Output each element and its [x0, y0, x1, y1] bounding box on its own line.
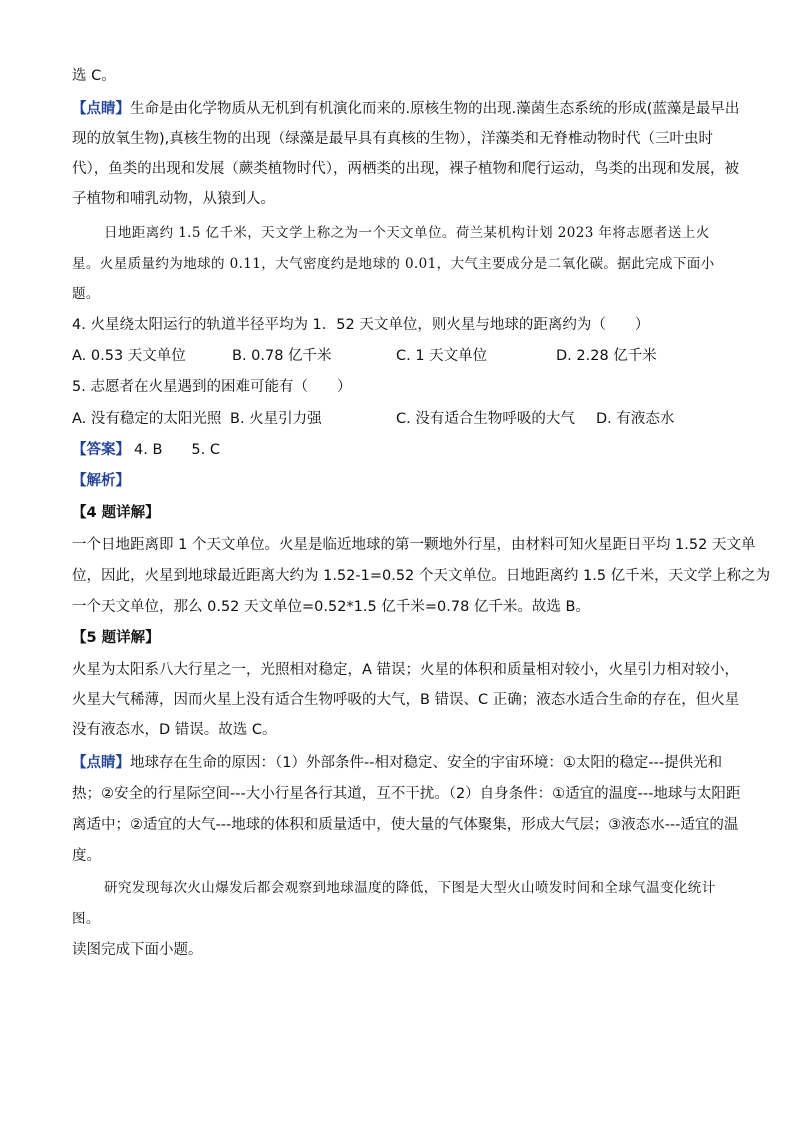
question-4-option-d: D. 2.28 亿千米 — [556, 348, 657, 364]
detail-5-line-1: 火星为太阳系八大行星之一，光照相对稳定，A 错误；火星的体积和质量相对较小，火星引力相对较小， — [72, 662, 740, 678]
material-1-line-2: 星。火星质量约为地球的 0.11，大气密度约是地球的 0.01，大气主要成分是二氧化碳。据此完成下面小 — [72, 256, 715, 272]
dianjing-2-line-1 — [72, 753, 722, 773]
dianjing-1-line-4: 子植物和哺乳动物，从猿到人。 — [72, 191, 275, 207]
question-5-option-c: C. 没有适合生物呼吸的大气 — [396, 411, 575, 427]
analysis-label: 【解析】 — [72, 473, 130, 489]
question-4-option-c: C. 1 天文单位 — [396, 348, 488, 364]
question-5-option-b: B. 火星引力强 — [230, 411, 322, 427]
dianjing-1-line-2: 现的放氧生物),真核生物的出现（绿藻是最早具有真核的生物），洋藻类和无脊椎动物时代（三叶虫时 — [72, 131, 714, 147]
dianjing-2-label: 【点睛】 — [72, 755, 130, 771]
dianjing-1-line-3: 代），鱼类的出现和发展（蕨类植物时代），两栖类的出现，裸子植物和爬行运动，鸟类的出现和发展，被 — [72, 161, 739, 177]
question-4-option-a: A. 0.53 天文单位 — [72, 348, 186, 364]
dianjing-2-line-4: 度。 — [72, 848, 101, 864]
detail-4-label: 【4 题详解】 — [72, 505, 160, 521]
previous-answer-tail: 选 C。 — [72, 68, 116, 84]
read-instruction: 读图完成下面小题。 — [72, 942, 203, 958]
question-5-stem: 5. 志愿者在火星遇到的困难可能有（ ） — [72, 379, 352, 395]
dianjing-2-line-2: 热；②安全的行星际空间---大小行星各行其道，互不干扰。（2）自身条件：①适宜的温度---地球与太阳距 — [72, 786, 741, 802]
detail-5-line-3: 没有液态水，D 错误。故选 C。 — [72, 722, 277, 738]
answer-value: 4. B 5. C — [134, 442, 220, 458]
question-4-option-b: B. 0.78 亿千米 — [232, 348, 332, 364]
dianjing-label: 【点睛】 — [72, 101, 130, 117]
answer-label: 【答案】 — [72, 442, 130, 458]
question-4-stem: 4. 火星绕太阳运行的轨道半径平均为 1．52 天文单位，则火星与地球的距离约为（ ） — [72, 317, 650, 333]
detail-4-line-3: 一个天文单位，那么 0.52 天文单位=0.52*1.5 亿千米=0.78 亿千米。故选 B。 — [72, 599, 590, 615]
detail-5-line-2: 火星大气稀薄，因而火星上没有适合生物呼吸的大气，B 错误、C 正确；液态水适合生命的存在，但火星 — [72, 692, 740, 708]
dianjing-2-line-3: 离适中；②适宜的大气---地球的体积和质量适中，使大量的气体聚集，形成大气层；③液态水---适宜的温 — [72, 817, 739, 833]
dianjing-1-line-1 — [72, 99, 739, 119]
dianjing-text: 生命是由化学物质从无机到有机演化而来的.原核生物的出现.藻菌生态系统的形成(蓝藻是最早出 — [130, 101, 740, 117]
detail-4-line-2: 位，因此，火星到地球最近距离大约为 1.52-1=0.52 个天文单位。日地距离约 1.5 亿千米，天文学上称之为 — [72, 568, 771, 584]
material-1-line-1: 日地距离约 1.5 亿千米，天文学上称之为一个天文单位。荷兰某机构计划 2023 年将志愿者送上火 — [104, 225, 710, 241]
question-5-option-d: D. 有液态水 — [596, 411, 675, 427]
detail-4-line-1: 一个日地距离即 1 个天文单位。火星是临近地球的第一颗地外行星，由材料可知火星距日平均 1.52 天文单 — [72, 537, 756, 553]
question-5-option-a: A. 没有稳定的太阳光照 — [72, 411, 222, 427]
material-1-line-3: 题。 — [72, 286, 100, 302]
dianjing-2-text: 地球存在生命的原因：（1）外部条件--相对稳定、安全的宇宙环境：①太阳的稳定---提供光和 — [130, 755, 723, 771]
material-2-line-1: 研究发现每次火山爆发后都会观察到地球温度的降低，下图是大型火山喷发时间和全球气温变化统计 — [104, 880, 716, 896]
material-2-line-2: 图。 — [72, 911, 100, 927]
detail-5-label: 【5 题详解】 — [72, 630, 160, 646]
answer-line — [72, 440, 220, 460]
